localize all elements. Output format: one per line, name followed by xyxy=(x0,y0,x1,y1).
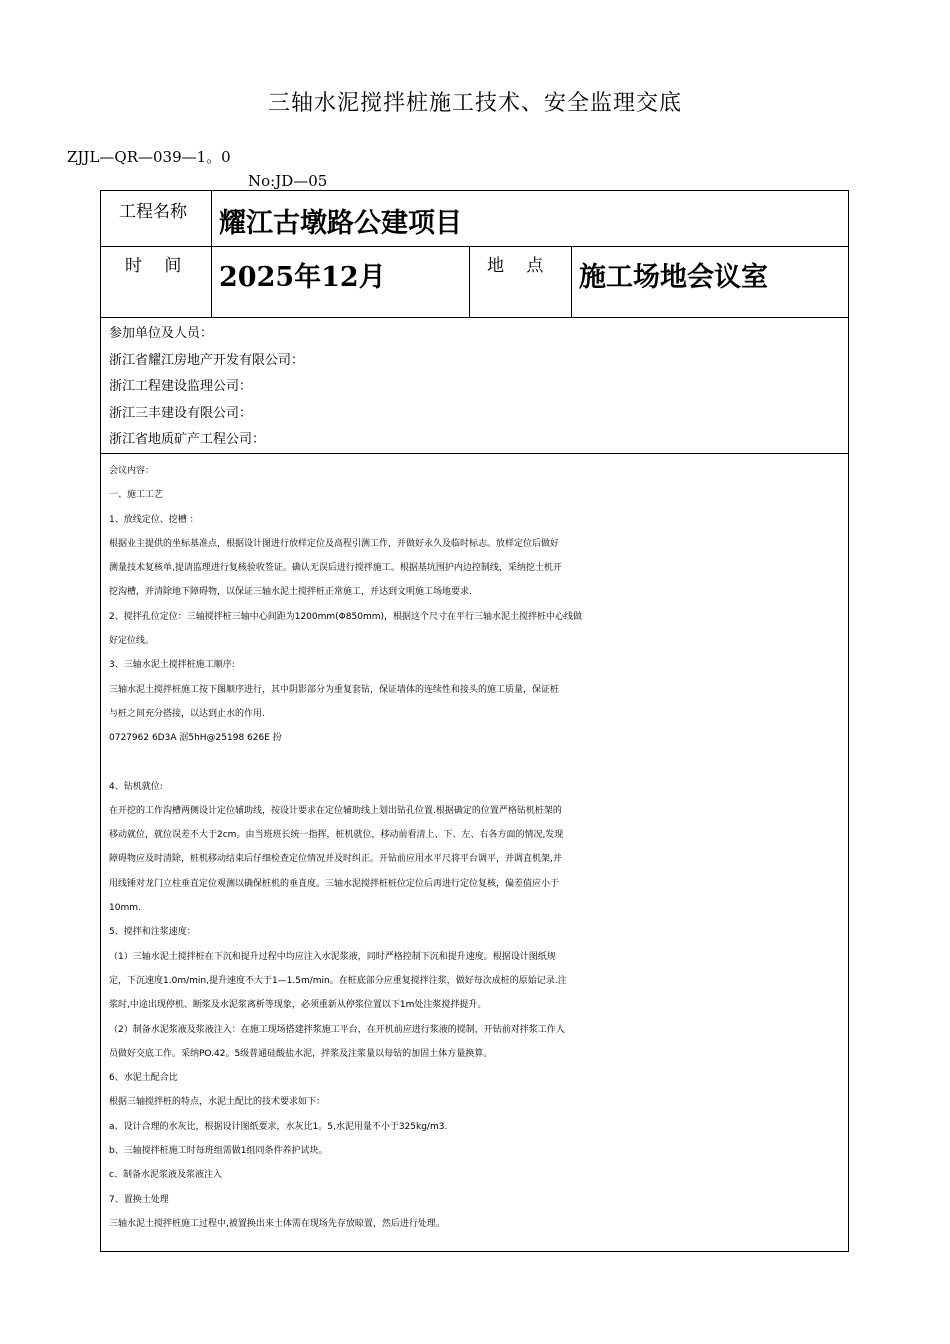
document-code: ZJJL—QR—039—1。0 xyxy=(67,148,231,166)
content-line: 障碍物应及时清除，桩机移动结束后仔细检查定位情况并及时纠正。开钻前应用水平尺将平台调平，并调直机架,并 xyxy=(109,854,562,865)
content-line: 用线锤对龙门立柱垂直定位观测以确保桩机的垂直度。三轴水泥搅拌桩桩位定位后再进行定位复核，偏差值应小于 xyxy=(109,878,560,889)
participant-unit: 浙江省地质矿产工程公司： xyxy=(109,432,266,447)
content-line: 7、置换土处理 xyxy=(109,1194,169,1205)
content-line: 定，下沉速度1.0m/min,提升速度不大于1—1.5m/min。在桩底部分应重复搅拌注浆，做好每次成桩的原始记录.注 xyxy=(109,975,567,986)
participant-unit: 浙江三丰建设有限公司： xyxy=(109,405,253,421)
project-row xyxy=(101,191,848,247)
content-line: b、三轴搅拌桩施工时每班组需做1组同条件养护试块。 xyxy=(109,1146,328,1157)
participant-unit: 浙江省耀江房地产开发有限公司： xyxy=(109,352,305,368)
divider xyxy=(211,191,212,246)
content-line: 与桩之间充分搭接，以达到止水的作用. xyxy=(109,708,265,719)
divider xyxy=(469,247,470,317)
content-line: （1）三轴水泥土搅拌桩在下沉和提升过程中均应注入水泥浆液，同时严格控制下沉和提升速度。根据设计图纸规 xyxy=(109,951,556,962)
content-line: 测量技术复核单,提请监理进行复核验收签证。确认无误后进行搅拌施工。根据基坑围护内边控制线，采纳挖土机开 xyxy=(109,563,562,574)
blank-line xyxy=(101,751,848,775)
time-label: 时 间 xyxy=(125,256,182,276)
content-line: 10mm. xyxy=(109,903,141,914)
briefing-form xyxy=(100,190,849,1252)
content-line: 好定位线。 xyxy=(109,636,155,647)
content-line: 根据三轴搅拌桩的特点，水泥土配比的技术要求如下： xyxy=(109,1097,326,1108)
content-line: c、制备水泥浆液及浆液注入 xyxy=(109,1170,222,1181)
content-line: 三轴水泥土搅拌桩施工过程中,被置换出来土体需在现场先存放晾置，然后进行处理。 xyxy=(109,1218,445,1229)
content-line: 员做好交底工作。采纳PO.42。5级普通硅酸盐水泥，拌浆及注浆量以每钻的加固土体方量换算。 xyxy=(109,1048,493,1059)
content-line: 浆时,中途出现停机、断浆及水泥浆离析等现象，必须重新从停浆位置以下1m处注浆搅拌提升。 xyxy=(109,1000,487,1011)
content-line: 1、放线定位、挖槽 ： xyxy=(109,514,199,525)
content-line: a、设计合理的水灰比，根据设计图纸要求，水灰比1。5,水泥用量不小于325kg/m3. xyxy=(109,1121,448,1132)
content-line: 移动就位，就位误差不大于2cm。由当班班长统一指挥，桩机就位，移动前看清上、下、左、右各方面的情况,发现 xyxy=(109,830,564,841)
content-line: 挖沟槽，并清除地下障碍物，以保证三轴水泥土搅拌桩正常施工，并达到文明施工场地要求. xyxy=(109,587,472,598)
participants-heading: 参加单位及人员： xyxy=(109,326,214,341)
document-title: 三轴水泥搅拌桩施工技术、安全监理交底 xyxy=(267,91,682,116)
project-name-label: 工程名称 xyxy=(119,202,187,222)
content-line: 根据业主提供的坐标基准点，根据设计图进行放样定位及高程引测工作，并做好永久及临时标志。放样定位后做好 xyxy=(109,538,560,549)
content-line: 在开挖的工作沟槽两侧设计定位辅助线，按设计要求在定位辅助线上划出钻孔位置.根据确定的位置严格钻机桩架的 xyxy=(109,805,562,816)
content-line: 三轴水泥土搅拌桩施工按下图顺序进行，其中阴影部分为重复套钻，保证墙体的连续性和接头的施工质量，保证桩 xyxy=(109,684,560,695)
time-value: 2025年12月 xyxy=(219,262,386,293)
divider xyxy=(211,247,212,317)
place-label: 地 点 xyxy=(487,256,544,276)
content-line: 3、三轴水泥土搅拌桩施工顺序: xyxy=(109,660,235,671)
content-line: 2、搅拌孔位定位：三轴搅拌桩三轴中心间距为1200mm(Φ850mm)，根据这个尺寸在平行三轴水泥土搅拌桩中心线做 xyxy=(109,611,582,622)
participants-section xyxy=(101,318,848,454)
content-line: 0727962 6D3A 涺5hH@25198 626E 扮 xyxy=(109,733,282,744)
content-line: 一、施工工艺 xyxy=(109,490,164,501)
participant-unit: 浙江工程建设监理公司： xyxy=(109,379,253,394)
content-line: 5、搅拌和注浆速度： xyxy=(109,927,196,938)
content-line: （2）制备水泥浆液及浆液注入：在施工现场搭建拌浆施工平台，在开机前应进行浆液的搅制，开钻前对拌浆工作人 xyxy=(109,1024,565,1035)
place-value: 施工场地会议室 xyxy=(579,262,768,293)
project-name-value: 耀江古墩路公建项目 xyxy=(219,208,462,239)
content-line: 6、水泥土配合比 xyxy=(109,1073,178,1084)
divider xyxy=(571,247,572,317)
content-line: 4、钻机就位: xyxy=(109,781,163,792)
content-line: 会议内容： xyxy=(109,466,155,476)
document-number: No:JD—05 xyxy=(248,172,328,190)
meeting-content xyxy=(101,454,848,1236)
time-place-row xyxy=(101,247,848,318)
